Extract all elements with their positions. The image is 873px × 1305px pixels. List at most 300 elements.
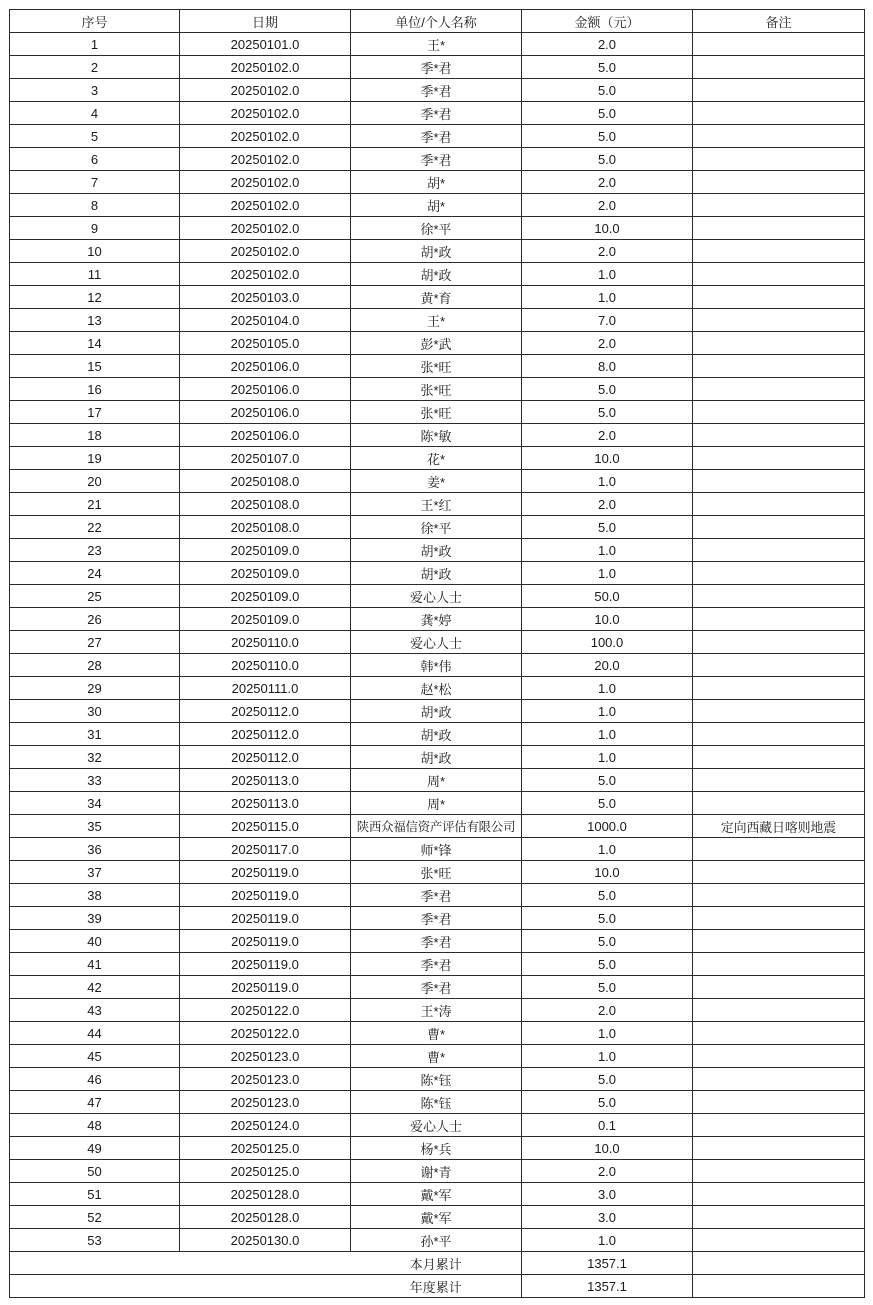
cell-date: 20250128.0 bbox=[180, 1183, 351, 1206]
cell-note bbox=[693, 33, 865, 56]
cell-name: 谢*青 bbox=[351, 1160, 522, 1183]
cell-amount: 1.0 bbox=[522, 470, 693, 493]
cell-name: 陈*敏 bbox=[351, 424, 522, 447]
cell-amount: 1.0 bbox=[522, 838, 693, 861]
cell-date: 20250104.0 bbox=[180, 309, 351, 332]
header-amount: 金额（元） bbox=[522, 10, 693, 33]
cell-no: 1 bbox=[10, 33, 180, 56]
cell-note bbox=[693, 1137, 865, 1160]
cell-no: 6 bbox=[10, 148, 180, 171]
cell-date: 20250102.0 bbox=[180, 79, 351, 102]
cell-note bbox=[693, 240, 865, 263]
cell-note: 定向西藏日喀则地震 bbox=[693, 815, 865, 838]
cell-date: 20250119.0 bbox=[180, 884, 351, 907]
cell-no: 19 bbox=[10, 447, 180, 470]
cell-amount: 2.0 bbox=[522, 194, 693, 217]
table-row bbox=[10, 585, 865, 608]
cell-no: 44 bbox=[10, 1022, 180, 1045]
cell-no: 16 bbox=[10, 378, 180, 401]
cell-amount: 1.0 bbox=[522, 539, 693, 562]
cell-name: 爱心人士 bbox=[351, 585, 522, 608]
cell-amount: 1000.0 bbox=[522, 815, 693, 838]
cell-no: 7 bbox=[10, 171, 180, 194]
cell-no: 21 bbox=[10, 493, 180, 516]
cell-note bbox=[693, 102, 865, 125]
cell-note bbox=[693, 608, 865, 631]
cell-name: 爱心人士 bbox=[351, 631, 522, 654]
cell-amount: 3.0 bbox=[522, 1206, 693, 1229]
cell-name: 胡* bbox=[351, 171, 522, 194]
cell-date: 20250102.0 bbox=[180, 148, 351, 171]
cell-amount: 5.0 bbox=[522, 401, 693, 424]
cell-note bbox=[693, 861, 865, 884]
cell-date: 20250113.0 bbox=[180, 792, 351, 815]
cell-name: 胡*政 bbox=[351, 746, 522, 769]
cell-no: 43 bbox=[10, 999, 180, 1022]
cell-note bbox=[693, 930, 865, 953]
cell-no: 46 bbox=[10, 1068, 180, 1091]
cell-date: 20250108.0 bbox=[180, 516, 351, 539]
cell-date: 20250102.0 bbox=[180, 194, 351, 217]
cell-no: 42 bbox=[10, 976, 180, 999]
cell-note bbox=[693, 125, 865, 148]
cell-name: 王*涛 bbox=[351, 999, 522, 1022]
cell-no: 48 bbox=[10, 1114, 180, 1137]
cell-date: 20250119.0 bbox=[180, 861, 351, 884]
table-header-row bbox=[10, 10, 865, 33]
table-row bbox=[10, 332, 865, 355]
cell-note bbox=[693, 286, 865, 309]
table-row bbox=[10, 1114, 865, 1137]
cell-no: 53 bbox=[10, 1229, 180, 1252]
table-row bbox=[10, 125, 865, 148]
cell-name: 赵*松 bbox=[351, 677, 522, 700]
cell-date: 20250122.0 bbox=[180, 1022, 351, 1045]
cell-amount: 1.0 bbox=[522, 723, 693, 746]
header-name: 单位/个人名称 bbox=[351, 10, 522, 33]
cell-no: 41 bbox=[10, 953, 180, 976]
cell-no: 45 bbox=[10, 1045, 180, 1068]
cell-no: 9 bbox=[10, 217, 180, 240]
table-row bbox=[10, 769, 865, 792]
cell-no: 22 bbox=[10, 516, 180, 539]
cell-name: 胡*政 bbox=[351, 263, 522, 286]
cell-note bbox=[693, 470, 865, 493]
table-row bbox=[10, 1137, 865, 1160]
table-row bbox=[10, 286, 865, 309]
cell-note bbox=[693, 171, 865, 194]
cell-no: 40 bbox=[10, 930, 180, 953]
summary-label: 本月累计 bbox=[351, 1252, 522, 1275]
table-row bbox=[10, 263, 865, 286]
cell-amount: 2.0 bbox=[522, 240, 693, 263]
cell-no: 49 bbox=[10, 1137, 180, 1160]
cell-date: 20250113.0 bbox=[180, 769, 351, 792]
cell-amount: 50.0 bbox=[522, 585, 693, 608]
cell-date: 20250102.0 bbox=[180, 240, 351, 263]
table-row bbox=[10, 539, 865, 562]
cell-amount: 5.0 bbox=[522, 378, 693, 401]
table-row bbox=[10, 148, 865, 171]
cell-name: 张*旺 bbox=[351, 355, 522, 378]
summary-amount: 1357.1 bbox=[522, 1252, 693, 1275]
cell-note bbox=[693, 56, 865, 79]
cell-no: 36 bbox=[10, 838, 180, 861]
cell-date: 20250119.0 bbox=[180, 976, 351, 999]
cell-no: 17 bbox=[10, 401, 180, 424]
cell-note bbox=[693, 562, 865, 585]
cell-no: 4 bbox=[10, 102, 180, 125]
cell-no: 25 bbox=[10, 585, 180, 608]
cell-date: 20250102.0 bbox=[180, 217, 351, 240]
cell-amount: 1.0 bbox=[522, 700, 693, 723]
table-row bbox=[10, 1160, 865, 1183]
table-row bbox=[10, 953, 865, 976]
cell-amount: 1.0 bbox=[522, 746, 693, 769]
cell-name: 胡* bbox=[351, 194, 522, 217]
table-row bbox=[10, 171, 865, 194]
cell-date: 20250119.0 bbox=[180, 930, 351, 953]
table-row bbox=[10, 1183, 865, 1206]
cell-name: 季*君 bbox=[351, 953, 522, 976]
table-row bbox=[10, 861, 865, 884]
cell-note bbox=[693, 976, 865, 999]
cell-date: 20250109.0 bbox=[180, 608, 351, 631]
table-row bbox=[10, 631, 865, 654]
cell-no: 23 bbox=[10, 539, 180, 562]
table-row bbox=[10, 56, 865, 79]
cell-note bbox=[693, 884, 865, 907]
cell-amount: 0.1 bbox=[522, 1114, 693, 1137]
table-row bbox=[10, 608, 865, 631]
cell-note bbox=[693, 1183, 865, 1206]
cell-note bbox=[693, 769, 865, 792]
cell-note bbox=[693, 1206, 865, 1229]
cell-date: 20250106.0 bbox=[180, 355, 351, 378]
cell-name: 黄*育 bbox=[351, 286, 522, 309]
cell-date: 20250130.0 bbox=[180, 1229, 351, 1252]
cell-amount: 5.0 bbox=[522, 516, 693, 539]
cell-no: 30 bbox=[10, 700, 180, 723]
cell-amount: 5.0 bbox=[522, 907, 693, 930]
cell-date: 20250105.0 bbox=[180, 332, 351, 355]
cell-amount: 5.0 bbox=[522, 884, 693, 907]
cell-note bbox=[693, 631, 865, 654]
cell-no: 12 bbox=[10, 286, 180, 309]
cell-note bbox=[693, 907, 865, 930]
cell-name: 胡*政 bbox=[351, 562, 522, 585]
cell-amount: 2.0 bbox=[522, 171, 693, 194]
cell-no: 31 bbox=[10, 723, 180, 746]
cell-name: 季*君 bbox=[351, 930, 522, 953]
cell-date: 20250107.0 bbox=[180, 447, 351, 470]
cell-date: 20250112.0 bbox=[180, 723, 351, 746]
table-row bbox=[10, 838, 865, 861]
cell-note bbox=[693, 1045, 865, 1068]
cell-date: 20250123.0 bbox=[180, 1045, 351, 1068]
summary-blank bbox=[10, 1252, 351, 1275]
cell-note bbox=[693, 309, 865, 332]
cell-date: 20250123.0 bbox=[180, 1068, 351, 1091]
cell-note bbox=[693, 332, 865, 355]
table-row bbox=[10, 999, 865, 1022]
cell-no: 29 bbox=[10, 677, 180, 700]
table-row bbox=[10, 194, 865, 217]
cell-amount: 2.0 bbox=[522, 424, 693, 447]
cell-amount: 2.0 bbox=[522, 1160, 693, 1183]
table-row bbox=[10, 746, 865, 769]
cell-date: 20250119.0 bbox=[180, 907, 351, 930]
table-row bbox=[10, 654, 865, 677]
table-row bbox=[10, 102, 865, 125]
table-row bbox=[10, 79, 865, 102]
cell-note bbox=[693, 1160, 865, 1183]
cell-note bbox=[693, 539, 865, 562]
cell-no: 35 bbox=[10, 815, 180, 838]
cell-amount: 5.0 bbox=[522, 102, 693, 125]
cell-amount: 5.0 bbox=[522, 79, 693, 102]
cell-no: 13 bbox=[10, 309, 180, 332]
cell-amount: 5.0 bbox=[522, 1068, 693, 1091]
cell-name: 龚*婷 bbox=[351, 608, 522, 631]
cell-date: 20250128.0 bbox=[180, 1206, 351, 1229]
summary-blank bbox=[10, 1275, 351, 1298]
table-row bbox=[10, 815, 865, 838]
cell-date: 20250103.0 bbox=[180, 286, 351, 309]
cell-note bbox=[693, 148, 865, 171]
table-row bbox=[10, 700, 865, 723]
cell-amount: 10.0 bbox=[522, 217, 693, 240]
cell-no: 37 bbox=[10, 861, 180, 884]
cell-amount: 1.0 bbox=[522, 1045, 693, 1068]
cell-date: 20250106.0 bbox=[180, 424, 351, 447]
cell-note bbox=[693, 700, 865, 723]
table-row bbox=[10, 907, 865, 930]
cell-no: 50 bbox=[10, 1160, 180, 1183]
table-row bbox=[10, 33, 865, 56]
cell-name: 师*锋 bbox=[351, 838, 522, 861]
cell-name: 徐*平 bbox=[351, 217, 522, 240]
cell-note bbox=[693, 1229, 865, 1252]
cell-name: 周* bbox=[351, 792, 522, 815]
cell-name: 周* bbox=[351, 769, 522, 792]
cell-no: 26 bbox=[10, 608, 180, 631]
cell-date: 20250125.0 bbox=[180, 1137, 351, 1160]
cell-note bbox=[693, 838, 865, 861]
cell-name: 陈*钰 bbox=[351, 1091, 522, 1114]
cell-name: 韩*伟 bbox=[351, 654, 522, 677]
table-row bbox=[10, 562, 865, 585]
cell-note bbox=[693, 953, 865, 976]
summary-row bbox=[10, 1252, 865, 1275]
cell-amount: 5.0 bbox=[522, 976, 693, 999]
cell-date: 20250112.0 bbox=[180, 700, 351, 723]
cell-name: 张*旺 bbox=[351, 401, 522, 424]
cell-name: 季*君 bbox=[351, 148, 522, 171]
cell-amount: 1.0 bbox=[522, 562, 693, 585]
cell-date: 20250112.0 bbox=[180, 746, 351, 769]
cell-amount: 1.0 bbox=[522, 1022, 693, 1045]
cell-no: 32 bbox=[10, 746, 180, 769]
cell-name: 曹* bbox=[351, 1045, 522, 1068]
cell-name: 陕西众福信资产评估有限公司 bbox=[351, 815, 522, 838]
cell-note bbox=[693, 746, 865, 769]
cell-date: 20250108.0 bbox=[180, 470, 351, 493]
cell-amount: 8.0 bbox=[522, 355, 693, 378]
cell-amount: 5.0 bbox=[522, 953, 693, 976]
cell-note bbox=[693, 1022, 865, 1045]
table-body bbox=[10, 33, 865, 1252]
cell-no: 14 bbox=[10, 332, 180, 355]
table-row bbox=[10, 930, 865, 953]
summary-note bbox=[693, 1275, 865, 1298]
cell-amount: 5.0 bbox=[522, 769, 693, 792]
cell-name: 张*旺 bbox=[351, 861, 522, 884]
table-row bbox=[10, 217, 865, 240]
cell-amount: 2.0 bbox=[522, 493, 693, 516]
table-row bbox=[10, 309, 865, 332]
summary-label: 年度累计 bbox=[351, 1275, 522, 1298]
cell-no: 39 bbox=[10, 907, 180, 930]
cell-note bbox=[693, 585, 865, 608]
cell-name: 张*旺 bbox=[351, 378, 522, 401]
table-row bbox=[10, 493, 865, 516]
cell-no: 20 bbox=[10, 470, 180, 493]
cell-note bbox=[693, 79, 865, 102]
cell-note bbox=[693, 355, 865, 378]
cell-name: 季*君 bbox=[351, 976, 522, 999]
table-row bbox=[10, 401, 865, 424]
cell-amount: 10.0 bbox=[522, 861, 693, 884]
cell-date: 20250109.0 bbox=[180, 585, 351, 608]
cell-amount: 3.0 bbox=[522, 1183, 693, 1206]
cell-note bbox=[693, 792, 865, 815]
cell-note bbox=[693, 677, 865, 700]
cell-date: 20250102.0 bbox=[180, 171, 351, 194]
cell-date: 20250124.0 bbox=[180, 1114, 351, 1137]
cell-amount: 5.0 bbox=[522, 56, 693, 79]
donation-table bbox=[9, 9, 865, 1298]
cell-name: 孙*平 bbox=[351, 1229, 522, 1252]
cell-name: 戴*军 bbox=[351, 1206, 522, 1229]
cell-note bbox=[693, 1114, 865, 1137]
cell-name: 胡*政 bbox=[351, 700, 522, 723]
cell-amount: 5.0 bbox=[522, 792, 693, 815]
cell-no: 10 bbox=[10, 240, 180, 263]
cell-name: 陈*钰 bbox=[351, 1068, 522, 1091]
cell-name: 季*君 bbox=[351, 79, 522, 102]
table-row bbox=[10, 447, 865, 470]
table-summary bbox=[10, 1252, 865, 1298]
cell-amount: 5.0 bbox=[522, 930, 693, 953]
cell-name: 彭*武 bbox=[351, 332, 522, 355]
cell-name: 徐*平 bbox=[351, 516, 522, 539]
cell-note bbox=[693, 401, 865, 424]
cell-date: 20250110.0 bbox=[180, 631, 351, 654]
cell-name: 杨*兵 bbox=[351, 1137, 522, 1160]
cell-no: 15 bbox=[10, 355, 180, 378]
cell-name: 季*君 bbox=[351, 56, 522, 79]
cell-date: 20250101.0 bbox=[180, 33, 351, 56]
table-row bbox=[10, 516, 865, 539]
cell-amount: 5.0 bbox=[522, 148, 693, 171]
table-row bbox=[10, 976, 865, 999]
header-note: 备注 bbox=[693, 10, 865, 33]
table-row bbox=[10, 378, 865, 401]
cell-note bbox=[693, 999, 865, 1022]
header-date: 日期 bbox=[180, 10, 351, 33]
cell-note bbox=[693, 447, 865, 470]
table-row bbox=[10, 1229, 865, 1252]
cell-name: 曹* bbox=[351, 1022, 522, 1045]
cell-no: 24 bbox=[10, 562, 180, 585]
cell-name: 胡*政 bbox=[351, 723, 522, 746]
table-row bbox=[10, 1022, 865, 1045]
table-row bbox=[10, 677, 865, 700]
summary-amount: 1357.1 bbox=[522, 1275, 693, 1298]
cell-no: 52 bbox=[10, 1206, 180, 1229]
cell-no: 5 bbox=[10, 125, 180, 148]
cell-note bbox=[693, 217, 865, 240]
cell-date: 20250109.0 bbox=[180, 562, 351, 585]
summary-note bbox=[693, 1252, 865, 1275]
header-no: 序号 bbox=[10, 10, 180, 33]
table-row bbox=[10, 240, 865, 263]
cell-amount: 100.0 bbox=[522, 631, 693, 654]
cell-name: 季*君 bbox=[351, 102, 522, 125]
cell-name: 胡*政 bbox=[351, 539, 522, 562]
cell-name: 季*君 bbox=[351, 125, 522, 148]
cell-date: 20250102.0 bbox=[180, 102, 351, 125]
cell-note bbox=[693, 654, 865, 677]
cell-date: 20250122.0 bbox=[180, 999, 351, 1022]
cell-name: 季*君 bbox=[351, 907, 522, 930]
cell-date: 20250117.0 bbox=[180, 838, 351, 861]
table-row bbox=[10, 355, 865, 378]
cell-no: 18 bbox=[10, 424, 180, 447]
cell-date: 20250110.0 bbox=[180, 654, 351, 677]
cell-amount: 2.0 bbox=[522, 332, 693, 355]
cell-amount: 1.0 bbox=[522, 677, 693, 700]
cell-note bbox=[693, 194, 865, 217]
cell-amount: 10.0 bbox=[522, 447, 693, 470]
table-row bbox=[10, 1206, 865, 1229]
cell-date: 20250119.0 bbox=[180, 953, 351, 976]
cell-note bbox=[693, 1068, 865, 1091]
cell-date: 20250102.0 bbox=[180, 263, 351, 286]
cell-amount: 1.0 bbox=[522, 286, 693, 309]
cell-no: 11 bbox=[10, 263, 180, 286]
cell-no: 34 bbox=[10, 792, 180, 815]
cell-date: 20250109.0 bbox=[180, 539, 351, 562]
cell-date: 20250102.0 bbox=[180, 125, 351, 148]
cell-amount: 2.0 bbox=[522, 999, 693, 1022]
table-row bbox=[10, 1068, 865, 1091]
donation-sheet bbox=[9, 9, 865, 1298]
cell-note bbox=[693, 263, 865, 286]
cell-note bbox=[693, 1091, 865, 1114]
cell-no: 27 bbox=[10, 631, 180, 654]
cell-amount: 10.0 bbox=[522, 1137, 693, 1160]
cell-date: 20250102.0 bbox=[180, 56, 351, 79]
table-row bbox=[10, 424, 865, 447]
cell-amount: 1.0 bbox=[522, 1229, 693, 1252]
cell-note bbox=[693, 424, 865, 447]
cell-name: 姜* bbox=[351, 470, 522, 493]
cell-date: 20250115.0 bbox=[180, 815, 351, 838]
cell-date: 20250111.0 bbox=[180, 677, 351, 700]
cell-date: 20250123.0 bbox=[180, 1091, 351, 1114]
